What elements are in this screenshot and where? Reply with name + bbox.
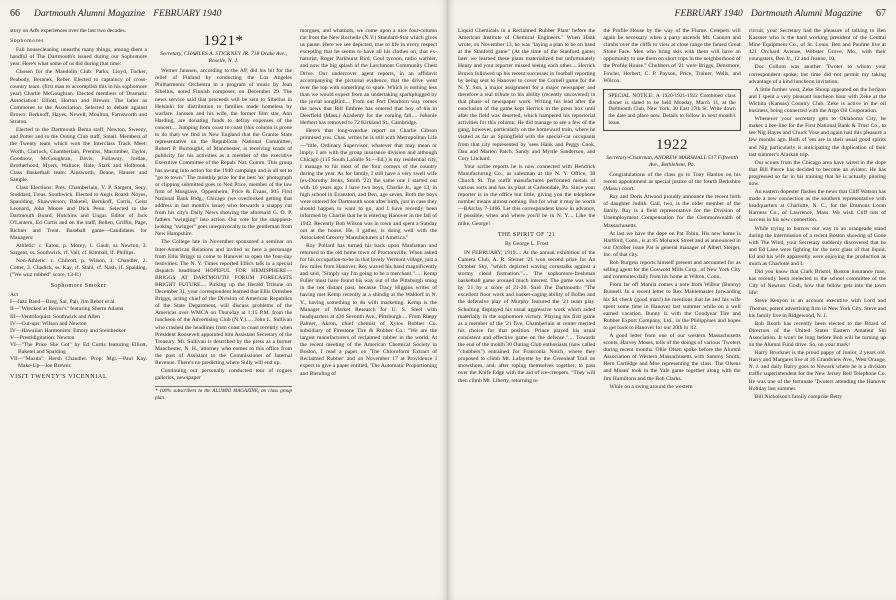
left-page-header — [10, 8, 437, 22]
paragraph: Elected to the Dartmouth Bema staff, Newton, Sweezy, and Potter and to the Outing Club staff, Small. Members of the Twenty team which won the Interclass Track Meet: Worth, Clarlock, Chamberlain, Prentiss, Macomber, Taylor, Goodnow, McGoughran, Davis, Fullaway, Jordan, Brotherhood, Myers, Wallace, Hale, Stark and Holbrook. Class Basketball team: Ainsworth, Deane, Hauser and Sample. — [10, 127, 147, 183]
paragraph-group — [603, 172, 740, 391]
left-column-2 — [155, 28, 292, 594]
paragraph: morgues, and whatnots, we come upon a nice four-column cut from the New Rochelle (N.Y.) Standard-Star which gives us pause. Here we see depicted, true to life in every respect excepting that he seems to have all his clothes on, that ex-naturist, Roger Parkhurst Bird, Goul tycoon, radio warbler, and now the big splash of the Larchmont Community Chest Drive. Our undercover agent reports, in an affidavit accompanying the pictorial evidence, that the drive went over the top with something to spare. Which is nothing less than we would expect from an undertaking sparkplugged by the jovial songBird.... From out Fort Dearborn way comes the news that Bill Embree has entered that boy of his in Deerfield (Mass.) Academy for the coming fall.... Johnnie Herbert has removed to 72 Kirkland St., Cambridge. — [300, 28, 437, 127]
paragraph: While on a swing around the western — [609, 383, 693, 390]
list-item: VI—"The Price She Got" by Ed Curtis featuring Elliott, Baketel and Spalding — [10, 341, 147, 356]
paragraph-group — [749, 28, 886, 401]
page-number: 66 — [10, 8, 20, 19]
paragraph: Ray and Doris Atwood proudly announce the recent birth of daughter Judith. Gail, two, is the older member of the family. Ray is a field representative for the Division of Unemployment Compensation for the Commonwealth of Massachusetts. — [603, 194, 741, 229]
paragraph: Bill Nicholson's family comprise Betty — [754, 393, 843, 400]
footnote: * 100% subscribers to the ALUMNI MAGAZINE, on class group plan. — [155, 386, 292, 402]
special-notice-box: SPECIAL NOTICE: A 1920-1921-1922 Combined class dinner is slated to be held Monday, March 11, at the Dartmouth Club, New York, 30 East 37th St. Write down the date and place now. Details to follow in next month's issue. — [603, 89, 740, 131]
right-column-2 — [603, 28, 740, 594]
list-item: Act — [10, 292, 19, 299]
paragraph: A good letter from one of our western Massachusetts scouts, Harvey Moses, tells of the doings of various 'Twoters during recent months. Ollie Olsen spoke before the Alumni Association of Western Massachusetts with Sammy Smith, Hern Cartlidge and Moe representing the class. The Olsens and Moses' took in the Yale game together along with the Jim Hamiltons and the Bob Clarks. — [603, 332, 741, 382]
list-item: VII—"Mazda": Hersh Chandler. Prop. Mgr.—Paul Kay. Make-Up—Joe Brewer. — [10, 356, 147, 370]
class-secretary: Secretary, CHARLES A. STICKNEY JR. 718 Drake Ave., Roselle, N. J. — [160, 51, 287, 65]
paragraph: Non-Athletic: c. Chilcott, p. Wilson, 1. Chandler, 2. Cotter, 3. Chadick, ss. Kay, rf. Stahl, cf. Nash, lf. Spalding. ("We wuz robbed" score, 13-8.) — [10, 257, 147, 279]
paragraph: Bob Booth has recently been elected to the Board of Directors of the United States Eastern Amateur Ski Association. It won't be long before Bob will be turning up on the Alumni Fund drive. So, on your mark! — [748, 320, 886, 349]
list-item: IV—Cut-ups: Wilson and Newton — [10, 320, 87, 327]
paragraph: Roy Pollard has turned his back upon Manhattan and returned to the old home town of Proctorsville. When asked for his occupation-to-be in that lovely Vermont village, just a few miles from Hanover, Roy waved his hand magnificently and said, "Simply say I'm going to be a merchant."..... Kemp Fuller must have found his way out of the Pittsburgh smog in the not distant past, because Tracy Higgins writes of having met Kemp recently at a shindig at the Waldorf in N. Y., having something to do with marketing. Kemp is the Manager of Market Research for U. S. Steel with headquarters at 436 Seventh Ave., Pittsburgh.... From Ruepy Palmer, Akron, chief chemist of Xylos Rubber Co. subsidiary of Firestone Tire & Rubber Co.: "We are the largest manufacturers of reclaimed rubber in the world. At the recent meeting of the American Chemical Society in Boston, I read a paper on 'The Chloroform Extract of Reclaimed Rubber' and on November 17 at Providence I expect to give a paper entitled, 'The Automatic Proportioning and Blending of — [300, 242, 437, 377]
paragraph: the Profile House by the way of the Flume. Creepers will again be necessary when a party ascends Mt. Cannon and climbs over the cliffs to view at close range the famed Great Stone Face. Men who bring skis with them will have an opportunity to use them on short trips in the neighborhood of the Profile House." Chubbers of '21 were Briggs, Densmore, Fowler, Herbert, C. P. Payson, Price, Trainer, Wells, and Wilcox. — [603, 28, 741, 84]
list-item: II—"Wrecked at Rector's" featuring Sherm Adams — [10, 306, 124, 313]
paragraph: Congratulations of the class go to Tony Hanlon on his recent appointment as special justice of the fourth Berkshire (Mass.) court. — [603, 171, 741, 193]
paragraph: Bob Burgess reports himself present and accounted for as selling agent for the Goswold Mills Corp., of New York City and commutes daily from his home at Wilton, Conn. — [603, 260, 741, 281]
list-item: V—Prestidigitation: Newton — [10, 334, 75, 341]
paragraph: Our scouts from the Chicago area have wired in the dope that Bill Pierce has decided to become an aviator. He has progressed so far in his training that he is actually piloting now. — [748, 159, 886, 187]
paragraph: Here's that long-overdue report on Charlie Gibson promised you. Chas. writes he is still with Metropolitan Life—"title, Ordinary Supervisor, whatever that may mean or imply. I am with the group insurance division and although Chicago (115 South LaSalle St.—Ed.) is my residential city, I manage to hit most of the four corners of the country during the year. As for family, I still have a very swell wife (ex-Dorothy Jenks, Smith '22) the same one I started out with 16 years ago. I have two boys, Charlie Jr., age 13, in high school in Evanston, and Ben, age seven. Both the boys were entered for Dartmouth soon after birth, just in case they should happen to want to go, and I have recently been informed by Charlie that he is entering Hanover in the fall of 1942. Recently Bob Wilson was in town and spent a Sunday out at the house. He, I gather, is doing well with the Associated Grocery Manufacturers of America." — [300, 128, 437, 241]
class-secretary: Secretary-Chairman, ANDREW MARSHALL 517 Fifteenth Ave., Bethlehem, Pa. — [606, 154, 738, 168]
paragraph: A little further west, Zeke Shoup appeared on the horizon and I spent a very pleasant luncheon hour with Zeke at the Wichita (Kansas) Country Club. Zeke is active in the oil business, being connected with the Argo Oil Corporation. — [748, 86, 886, 115]
right-page-columns — [458, 28, 886, 594]
paragraph: At last we have the dope on Pat Tobin. His new home is Hartford, Conn., is at 85 Mohawk Street and as announced in our October issue Pat is general manager of Albert Steiger, Inc. of that city. — [603, 230, 741, 258]
section-heading: Sophomores — [10, 38, 44, 45]
publication-title: Dartmouth Alumni Magazine — [34, 9, 146, 19]
paragraph-group — [458, 250, 595, 385]
page-number: 67 — [876, 8, 886, 19]
paragraph-group — [458, 28, 595, 228]
paragraph: Liquid Chemicals in a Reclaimed Rubber Plant' before the American Institute of Chemical Engineers." When Hank wrote, on November 13, he was "laying a plan to be on hand at the Stanford game" (At the time of the Stanford game; later we learned these plans materialized but unfortunately Henry and your reporter missed seeing each other.... Herrick Brown followed up his recent successes in football reporting by being sent to Hanover to cover the Cornell game for the N. Y. Sun, a major assignment for a major newspaper and therefore a real tribute to his ability (recently uncovered) in that phase of newspaper work. Writing his lead after the conclusion of the game kept Herrick in the press box until after the field was deserted, which hampered his reportorial activities for this column. He did manage to see a few of the gang, however, particularly on the homeward train, where he visited as far as Springfield with the special-car occupants from that city represented by 'sees Hank and Peggy Cook, Dan and Marion Patch, Sandy and Myrtle Sanderson, and Cory Litchard. — [458, 28, 596, 162]
paragraph: Werner Janssen, according to the AP, did his bit for the relief of Finland by conducting the Los Angeles Philharmonic Orchestra in a program of music by Jean Sibelius, noted Finnish composer, on December 29. The news service said that proceeds will be sent to Sibelius in Helsinki for distribution to families made homeless by warfare. Janssen and his wife, the former film star, Ann Harding, are donating funds to defray expenses of the concert.... Jumping from coast to coast (this column is prone to do that) we find in New England that the Granite State representative on the Republican National Committee, Robert P. Burroughs, of Manchester, is receiving scads of publicity for his activities as a member of the executive Executive Committee of the Repub. Nat. Comm. This group has swung into action for the 1940 campaign and is all set to "go to town." The monthly prize for the best 'ax' photograph or clipping submitted goes to Ned Price, member of the law firm of Musgrave, Oppenheim, Price & Evans, 905 First National Bank Bldg., Chicago (we overlooked getting that address in last month's issue) who forwards a snappy cut from his city's Daily News showing the aforesaid G. O. P. fathers "swinging" into action. Our vote for the snappiest-looking "swinger" goes unequivocally to the gentleman from New Hampshire. — [155, 68, 292, 238]
left-column-1 — [10, 28, 147, 594]
byline: By George L. Frost — [504, 240, 549, 247]
paragraph: Chosen for the Mandolin Club: Parks, Lloyd, Tucker, Peabody, Beranek, Reber. Elected to captaincy of cross-country team. (first man to accomplish this in his sophomore year) Charlie McGoughran. Elected members of Dramatic Association: Elliott, Horton and Brewer. The latter as Commoner to the Association. Selected to debate against Brown: Berknoff, Hayes, Newell, Moulton, Farnsworth and Straton. — [10, 69, 147, 126]
paragraph: While trying to burrow our way to an orangeade stand during the intermission of a recent Boston showing of Gone with The Wind, your Secretary suddenly discovered that he and Ed Lane were fighting for the next glass of that liquid. Ed and his wife apparently were enjoying the production as much as Charlotte and I. — [748, 225, 886, 267]
section-heading: Sophomore Smoker — [50, 283, 107, 290]
paragraph-group — [10, 47, 147, 279]
paragraph-group — [603, 28, 740, 85]
paragraph: An eastern dopester flashes the news that Cliff Watson has made a new connection as the southern representative with headquarters at Charlotte, N. C., for the Emmons Loom Harness Co., of Lawrence, Mass. We wish Cliff lots of success in his new connection. — [748, 189, 886, 224]
paragraph-group — [300, 28, 437, 378]
paragraph: circuit, your Secretary had the pleasure of talking to Ben Kassner who is the hard working president of the Central Mine Equipment Co., of St. Louis. Ben and Pauline live at 421 Orchard Avenue, Webster Grove, Mo., with their youngsters, Ben Jr., 12 and Jeanne, 10. — [748, 28, 886, 63]
paragraph: Continuing our personally conducted tour of rogues galleries, newspaper — [155, 368, 292, 382]
class-heading: 1922 — [655, 136, 688, 153]
list-item: III—Ventriloquist: Southwick and Allen — [10, 313, 100, 320]
list-item: I—Jazz Band—Breg, Sal, Pab, Jim Reber et al. — [10, 299, 116, 306]
left-column-3 — [300, 28, 437, 594]
paragraph: Whenever your secretary gets to Oklahoma City, he makes a bee-line for the First National Bank & Trust Co., to see Nig Hayes and Chuck Vose and again had this pleasure a few months ago. Both of 'em are in their usual good spirits and Nig particularly is anticipating the duplication of their last summer's Alaskan trip. — [748, 116, 886, 158]
right-column-1 — [458, 28, 595, 594]
issue-month: FEBRUARY 1940 — [674, 9, 743, 19]
right-page-header — [458, 8, 886, 22]
paragraph: story on Ad's experiences over the last two decades. — [10, 28, 127, 34]
right-page — [448, 0, 896, 600]
promo-line: VISIT TWENTY'S VICENNIAL — [10, 373, 108, 381]
paragraph: Athletic: c. Eaton, p. Morey, 1. Gault, ss Newton, 3. Sargent, ss. Southwick, rf. Vail, cf. Kimball, lf. Phillips. — [10, 242, 147, 256]
paragraph: Doc Collom was another 'Twoter to whom your correspondent spoke, but time did not permit my taking advantage of a kind luncheon invitation. — [748, 64, 886, 85]
paragraph: From far off Manila comes a note from Wilbur (Bunny) Bunnell. In a recent letter to Rex Mahlemaster forwarding his $4 check (good man!) he mentions that he and his wife spent some time in Hanover last summer while on a well earned vacation. Bunny is with the Goodyear Tire and Rubber Export Company, Ltd., in the Philippines and hopes to get back to Hanover for our 20th in '42. — [603, 282, 741, 331]
class-heading: 1921* — [203, 33, 244, 49]
paragraph: Steve Kenyon is an account executive with Lord and Thomas, potent advertising firm in New York City. Steve and his family live in Ridgewood, N. J. — [748, 298, 886, 319]
paragraph: Did you know that Clark Bristol, Boston insurance man, has recently been reelected to the school committee of the City of Newton. Gosh, how that fellow gets into the town life! — [748, 269, 886, 297]
smoker-program-list — [10, 292, 147, 370]
paragraph: Class Elections: Pres. Chamberlain, V. P. Sargent, Secy. Stoddard, Treas. Southwick. Elected to Aegis Board: Noyes, Spaulding, Shawverson, Baketel, Bernkoff, Curtis, Geist Leonard, John Moore and Dick Penn. Selected to the Dartmouth Board, Hutchins and Ungar. Editor of Jack O'Lantern, Ed Curtis and on the staff, Bellen, Griffin, Page, Richter and Trent. Baseball game—Candidates for Managers: — [10, 184, 147, 241]
paragraph: Fall housecleaning unearths many things, among them a handful of The Dartmouth's issued during our Sophomore year. Here's what some of us did during that time: — [10, 47, 147, 68]
publication-title: Dartmouth Alumni Magazine — [750, 9, 862, 19]
section-heading: THE SPIRIT OF '21 — [497, 231, 556, 238]
issue-month: FEBRUARY 1940 — [153, 9, 222, 19]
left-page-columns — [10, 28, 437, 594]
paragraph: IN FEBRUARY, 1919.... At the annual exhibition of the Camera Club, A. R. Steiner '21 won second prize for An October Sky, "which depicted waving cornstalks against a stormy cloud formation.".... The sophomore-freshman basketball game aroused much interest. The game was won by '21 by a score of 21-20. Said The Dartmouth: "The excellent floor work and basket-caging ability of Bolles and the defensive play of Murphy featured the '21 team play. Schulting displayed his usual aggressive work which aided materially in the sophomore victory. Playing his first game as a member of the '21 five, Chamberlain at center merited his choice for that position. Prince played his usual consistent and effective game on the defense.".... Towards the end of the month 30 Outing Club enthusiasts (now called "chubbers") entrained for Franconia Notch, where they proposed to climb Mt. Lafayette by the Greenleaf Trail on snowshoes, and, after roping themselves together, to pass over the Knife Edge with the aid of ice-creepers. "They will then climb Mt. Liberty, returning to — [458, 249, 596, 384]
paragraph-group — [155, 68, 292, 382]
right-column-3 — [749, 28, 886, 594]
list-item: IV—Hawaiian Harmonists: Emory and Steinbecker — [10, 327, 126, 334]
paragraph: Your scribe reports he is now connected with Hendrick Manufacturing Co., as salesman at the N. Y. Office, 30 Church St. The outfit manufactures perforated metals of various sorts and has its plant at Carbondale, Pa. Since your reporter is in the office but little, giving you the telephone number means almost nothing. But for what it may be worth—BArclay 7-1466. Let this correspondent know in advance, if possible, when and where you'll be in N. Y.... Like the mike, George! — [458, 163, 596, 227]
paragraph: Harry Bruckner is the proud pappy of Junior, 2 years old. Harry and Margaret live at 16 Grandview Ave., West Orange, N. J. and daily Harry goes to Newark where he is a division traffic superintendent for the New Jersey Bell Telephone Co. He was one of the fortunate 'Twoters attending the Hanover Holiday last summer. — [748, 350, 886, 392]
paragraph: The College late in November sponsored a seminar on Inter-American Relations and invited us here a personage from Ellis Briggs to come to Hanover to open the four-day festivities. The N. Y. Times reported Ellis's talk in a special dispatch headlined HOPEFUL FOR HEMISPHERE—BRIGGS AT DARTMOUTH FORUM FORECASTS BRIGHT FUTURE.... Picking up the Herald Tribune on December 31, your correspondent learned that Ellis Ormsbee Briggs, acting chief of the Division of American Republics of the State Department, will discuss problems of the Americas over WMCA on Thursday at 1:15 P.M. from the luncheon of the Advertising Club (N.Y.)..... John L. Sullivan who crashed the headlines from coast to coast recently when President Roosevelt appointed him Assistant Secretary of the Treasury. Mr. Sullivan is described by the press as a former Manchester, N. H., attorney who comes to this office from the post of Assistant to the Commissioner of Internal Revenue. There's no predicting where Sully will end up. — [155, 239, 292, 367]
